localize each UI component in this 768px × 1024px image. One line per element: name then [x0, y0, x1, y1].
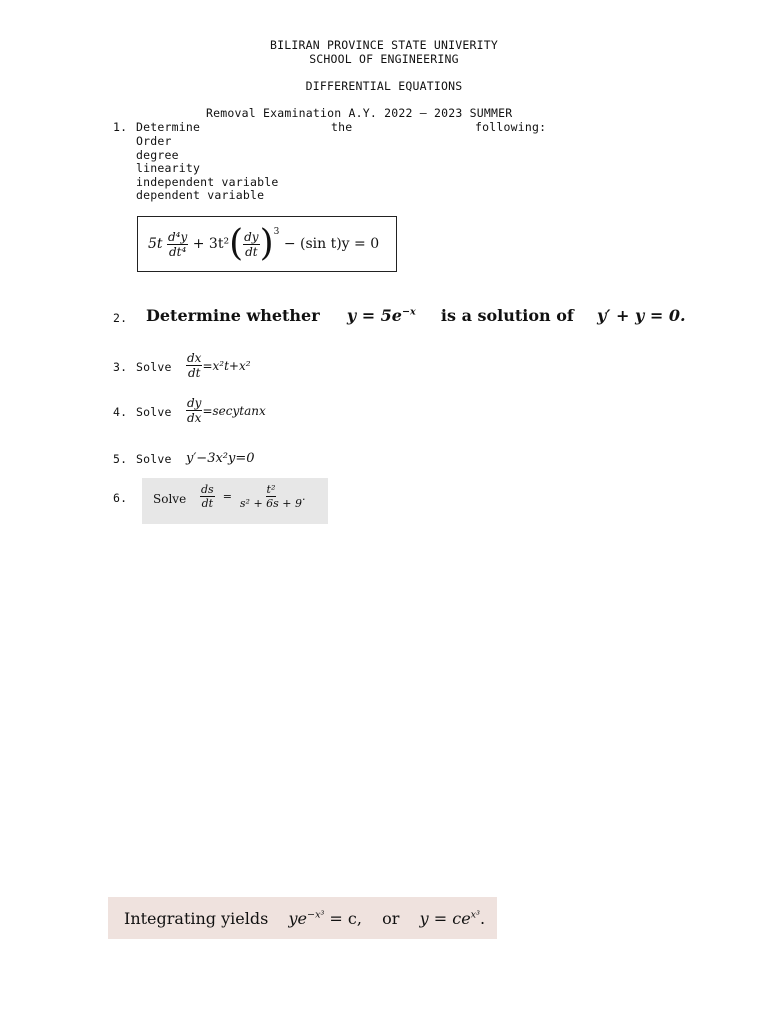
integrating-or: or — [382, 909, 400, 928]
q1-item-dependent-variable: dependent variable — [136, 188, 265, 202]
q1-eq-frac1-den: dt⁴ — [168, 244, 187, 259]
q5-number: 5. — [113, 452, 128, 466]
university-name: BILIRAN PROVINCE STATE UNIVERITY — [270, 38, 498, 52]
q1-eq-frac2-num: dy — [244, 229, 259, 244]
q1-item-independent-variable: independent variable — [136, 175, 279, 189]
q2-lead: Determine whether — [146, 306, 320, 325]
q1-equation-box — [137, 216, 397, 272]
q1-eq-fraction-1 — [167, 231, 188, 258]
q3-equation — [186, 352, 251, 379]
q1-number: 1. — [113, 120, 128, 134]
q6-image-panel — [142, 478, 328, 524]
q6-frac-right-den: s² + 6s + 9 — [239, 497, 303, 510]
integrating-mid1: = c, — [329, 909, 362, 928]
integrating-exp2: x³ — [470, 909, 480, 921]
q2-mid: is a solution of — [440, 306, 574, 325]
q1-eq-tail: − (sin t)y = 0 — [283, 236, 380, 252]
subject-title: DIFFERENTIAL EQUATIONS — [305, 79, 463, 93]
q4-solve: Solve — [136, 405, 172, 419]
q3-frac-num: dx — [187, 351, 202, 365]
q1-eq-rparen: ) — [259, 223, 274, 264]
integrating-expr2: y = ce — [419, 909, 471, 928]
integrating-lead: Integrating yields — [124, 909, 269, 928]
exam-title: Removal Examination A.Y. 2022 – 2023 SUMMER — [206, 106, 513, 120]
q1-eq-plus-term: + 3t² — [192, 236, 230, 252]
q6-frac-right-num: t² — [266, 483, 276, 496]
q1-eq-frac1-num: d⁴y — [168, 229, 188, 244]
q6-fraction-right — [240, 484, 302, 509]
q3-fraction — [186, 352, 202, 379]
q1-eq-power: 3 — [273, 227, 280, 237]
q4-equation — [186, 397, 266, 424]
q1-word-determine: Determine — [136, 120, 201, 134]
q1-word-the: the — [331, 120, 353, 134]
integrating-note — [124, 909, 485, 928]
q6-fraction-left — [200, 484, 215, 509]
school-name: SCHOOL OF ENGINEERING — [309, 52, 459, 66]
q6-number: 6. — [113, 491, 128, 505]
integrating-exp1: −x³ — [307, 909, 325, 921]
q4-rhs: =secytanx — [202, 403, 266, 418]
q2-expr-y: y = 5e — [346, 306, 402, 325]
q2-number: 2. — [113, 311, 128, 325]
q1-eq-frac2-den: dt — [245, 244, 258, 259]
q2-expr-exponent: −x — [401, 306, 416, 318]
q1-eq-lparen: ( — [229, 223, 244, 264]
q1-equation — [148, 225, 379, 263]
q4-fraction — [186, 397, 202, 424]
q5-solve: Solve — [136, 452, 172, 466]
q6-frac-left-num: ds — [201, 483, 214, 496]
q2-text — [146, 306, 686, 325]
q2-expr-ode: y′ + y = 0. — [596, 306, 686, 325]
q1-eq-coef: 5t — [148, 236, 163, 252]
q3-number: 3. — [113, 360, 128, 374]
q6-period: . — [302, 490, 306, 503]
q4-frac-num: dy — [187, 396, 202, 410]
q3-solve: Solve — [136, 360, 172, 374]
q4-number: 4. — [113, 405, 128, 419]
q1-item-linearity: linearity — [136, 161, 201, 175]
q5-equation: y′−3x²y=0 — [186, 451, 255, 466]
q6-solve: Solve — [153, 492, 187, 506]
q1-eq-fraction-2 — [243, 231, 259, 258]
q1-word-following: following: — [475, 120, 547, 134]
q6-equals: = — [222, 490, 232, 503]
q1-item-order: Order — [136, 134, 172, 148]
q3-rhs: =x²t+x² — [202, 358, 251, 373]
integrating-expr1: ye — [288, 909, 308, 928]
integrating-note-panel — [108, 897, 497, 939]
q4-frac-den: dx — [187, 411, 202, 425]
q6-equation — [200, 484, 306, 509]
q3-frac-den: dt — [187, 366, 201, 380]
integrating-end: . — [479, 909, 486, 928]
q1-item-degree: degree — [136, 148, 179, 162]
q6-frac-left-den: dt — [201, 497, 214, 510]
